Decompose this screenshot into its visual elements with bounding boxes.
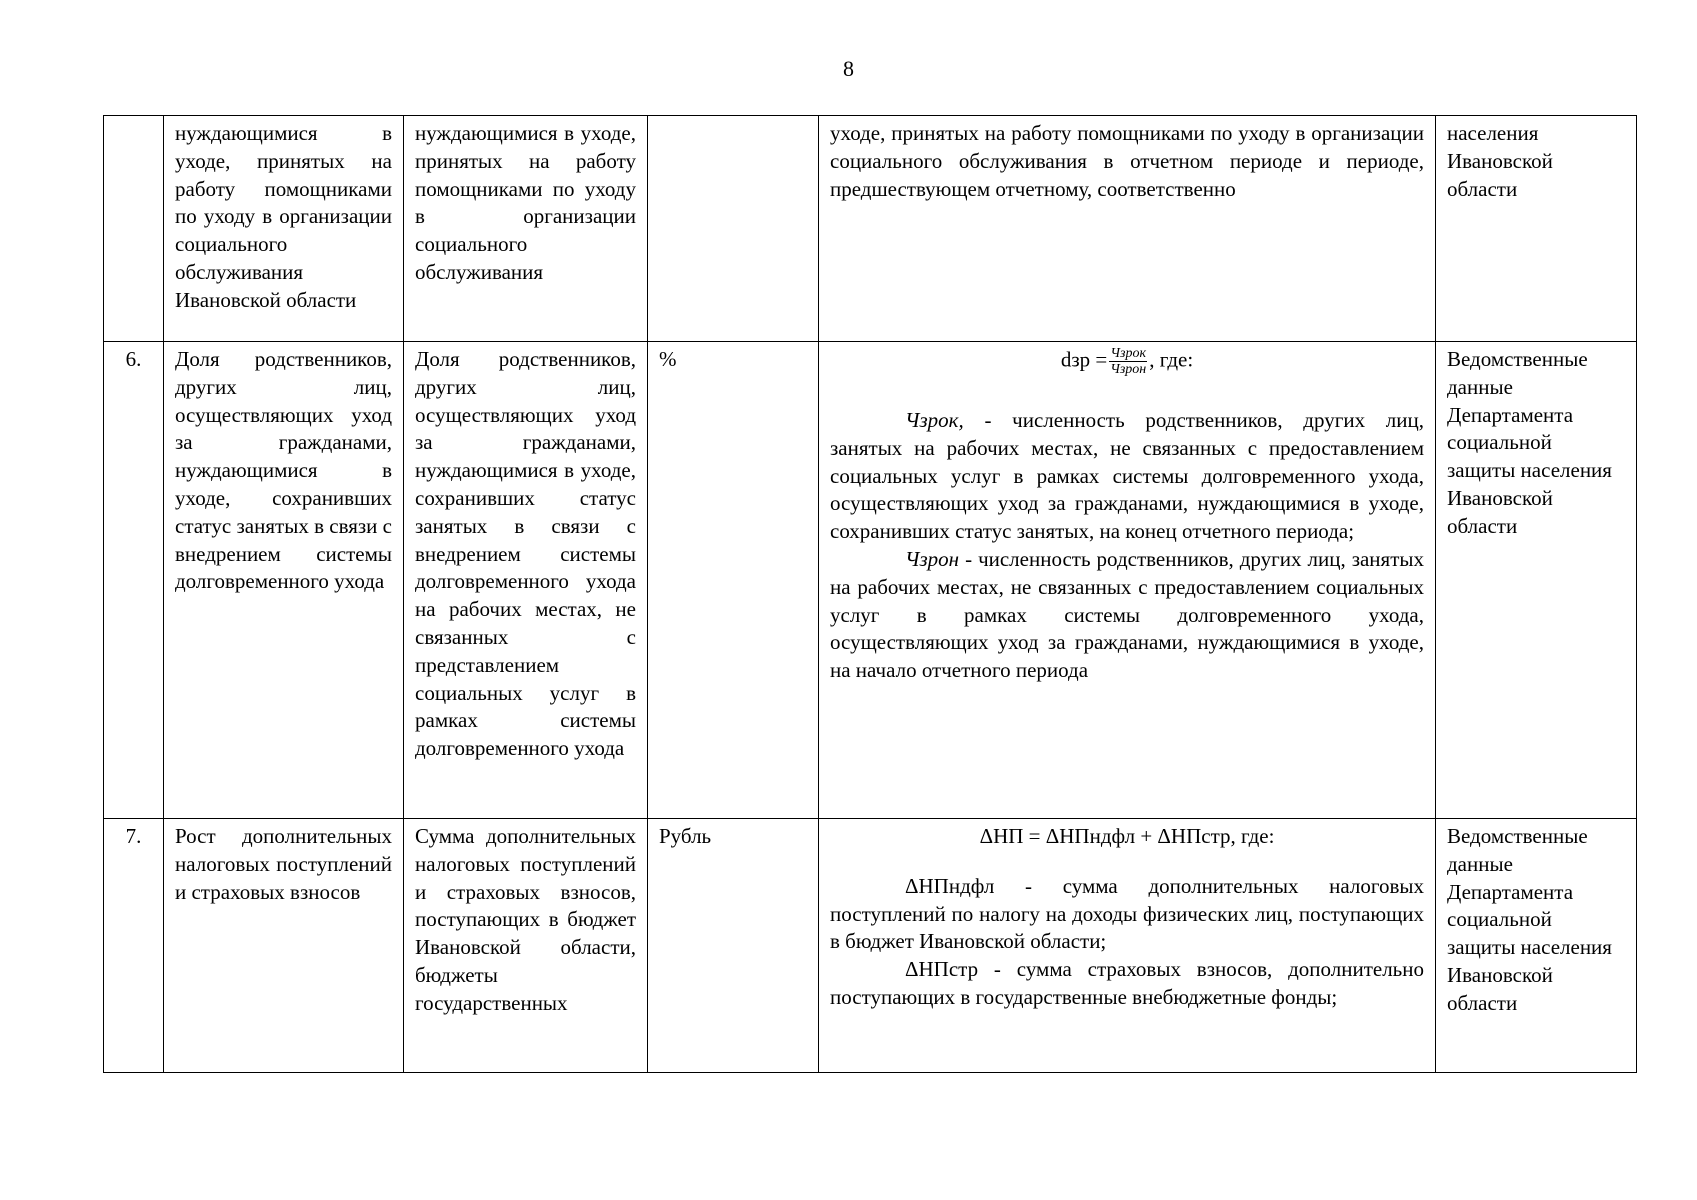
formula [830, 346, 1424, 377]
formula-tail: , где: [1149, 347, 1194, 372]
variable-definition [830, 546, 1424, 685]
variable-text: - численность родственников, других лиц, занятых на рабочих местах, не связанных с предоставлением социальных услуг в рамках системы долговременного ухода, осуществляющих уход за гражданами, нуждающимися в уходе, сохранивших статус занятых, на конец отчетного периода; [830, 408, 1424, 544]
row-number: 7. [104, 819, 164, 1073]
indicator-name-cell: Доля родственников, других лиц, осуществляющих уход за гражданами, нуждающимися в уходе, сохранивших статус занятых в связи с внедрением системы долговременного ухода [164, 342, 404, 819]
unit-cell [648, 116, 819, 342]
indicator-definition-cell: Сумма дополнительных налоговых поступлений и страховых взносов, поступающих в бюджет Ивановской области, бюджеты государственных [404, 819, 648, 1073]
table-row [104, 819, 1637, 1073]
variable-symbol: Чзрон [905, 546, 960, 571]
formula-numerator: Чзрок [1110, 346, 1147, 361]
formula-denominator: Чзрон [1110, 362, 1147, 377]
formula: ΔНП = ΔНПндфл + ΔНПстр, где: [979, 824, 1275, 848]
unit-cell: Рубль [648, 819, 819, 1073]
variable-text: - численность родственников, других лиц, занятых на рабочих местах, не связанных с предоставлением социальных услуг в рамках системы долговременного ухода, осуществляющих уход за гражданами, нуждающимися в уходе, на начало отчетного периода [830, 546, 1424, 683]
variable-definition: ΔНПндфл - сумма дополнительных налоговых поступлений по налогу на доходы физических лиц, поступающих в бюджет Ивановской области; [830, 873, 1424, 954]
row-number [104, 116, 164, 342]
indicators-table [103, 115, 1637, 1073]
formula-fraction [1109, 346, 1147, 377]
method-cell: уходе, принятых на работу помощниками по уходу в организации социального обслуживания в отчетном периоде и периоде, предшествующем отчетному, соответственно [819, 116, 1436, 342]
source-cell: Ведомственные данные Департамента социальной защиты населения Ивановской области [1436, 819, 1637, 1073]
indicator-name-cell: нуждающимися в уходе, принятых на работу помощниками по уходу в организации социального обслуживания Ивановской области [164, 116, 404, 342]
table-row [104, 342, 1637, 819]
table-row [104, 116, 1637, 342]
variable-definition: ΔНПстр - сумма страховых взносов, дополнительно поступающих в государственные внебюджетные фонды; [830, 957, 1424, 1009]
row-number: 6. [104, 342, 164, 819]
variable-symbol: Чзрок, [905, 408, 964, 432]
source-cell: Ведомственные данные Департамента социальной защиты населения Ивановской области [1436, 342, 1637, 819]
page-number: 8 [843, 56, 854, 81]
method-cell [819, 342, 1436, 819]
source-cell: населения Ивановской области [1436, 116, 1637, 342]
indicator-definition-cell: нуждающимися в уходе, принятых на работу помощниками по уходу в организации социального обслуживания [404, 116, 648, 342]
unit-cell: % [648, 342, 819, 819]
indicator-name-cell: Рост дополнительных налоговых поступлений и страховых взносов [164, 819, 404, 1073]
formula-lhs: dзр = [1060, 347, 1108, 372]
variable-definition [830, 407, 1424, 546]
method-cell [819, 819, 1436, 1073]
indicator-definition-cell: Доля родственников, других лиц, осуществляющих уход за гражданами, нуждающимися в уходе, сохранивших статус занятых в связи с внедрением системы долговременного ухода на рабочих местах, не связанных с представлением социальных услуг в рамках системы долговременного ухода [404, 342, 648, 819]
